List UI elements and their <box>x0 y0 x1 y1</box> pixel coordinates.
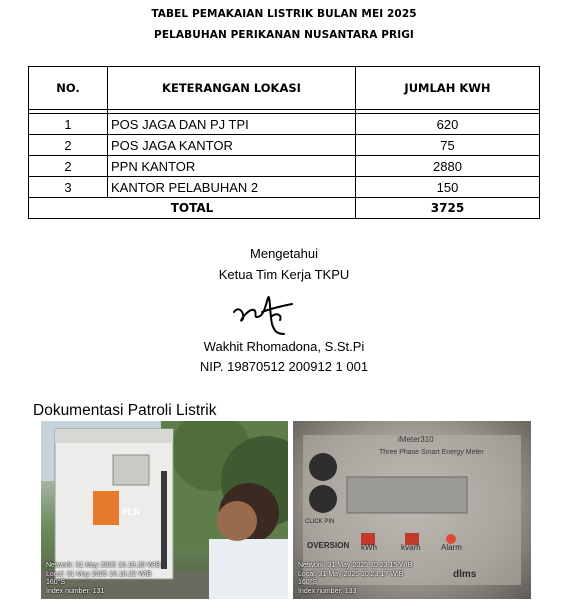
report-title: TABEL PEMAKAIAN LISTRIK BULAN MEI 2025 <box>151 8 417 20</box>
table-row <box>29 135 540 156</box>
report-subtitle: PELABUHAN PERIKANAN NUSANTARA PRIGI <box>154 29 414 41</box>
table-row <box>29 114 540 135</box>
alarm-indicator-label: Alarm <box>441 543 462 552</box>
stamp-heading: 160°S <box>298 579 318 586</box>
handwritten-signature <box>228 290 298 338</box>
documentation-title: Dokumentasi Patroli Listrik <box>33 402 217 419</box>
row-location: POS JAGA KANTOR <box>108 135 356 156</box>
stamp-local-time: Local: 31 May 2025 10.23.17 WIB <box>298 570 404 578</box>
row-no: 2 <box>29 135 108 156</box>
table-header-row <box>29 67 540 110</box>
stamp-heading: 160°S <box>46 579 66 586</box>
stamp-network-time: Network: 31 May 2025 10.23.15 WIB <box>298 562 413 569</box>
photo-timestamp <box>298 562 412 596</box>
click-pin-label: CLICK PIN <box>305 519 335 525</box>
dlms-logo: dlms <box>453 569 477 580</box>
signer-nip: NIP. 19870512 200912 1 001 <box>199 359 369 374</box>
stamp-local-time: Local: 31 May 2025 10.18.22 WIB <box>46 570 152 578</box>
col-header-kwh: JUMLAH KWH <box>356 67 540 110</box>
total-row <box>29 198 540 219</box>
row-no: 1 <box>29 114 108 135</box>
row-kwh: 620 <box>356 114 540 135</box>
col-header-location: KETERANGAN LOKASI <box>108 67 356 110</box>
usage-table <box>28 66 540 219</box>
stamp-network-time: Network: 31 May 2025 10.18.20 WIB <box>46 562 161 569</box>
meter-desc-label: Three Phase Smart Energy Meter <box>379 449 484 456</box>
table-row <box>29 177 540 198</box>
pln-label: PLN <box>122 507 140 517</box>
stamp-index: Index number: 131 <box>46 587 105 595</box>
photo-energy-meter <box>293 421 531 599</box>
kwh-indicator-label: kWh <box>361 543 377 552</box>
total-value: 3725 <box>356 198 540 219</box>
row-kwh: 150 <box>356 177 540 198</box>
row-kwh: 2880 <box>356 156 540 177</box>
row-no: 2 <box>29 156 108 177</box>
meter-model-label: iMeter310 <box>398 435 434 444</box>
row-kwh: 75 <box>356 135 540 156</box>
signer-name: Wakhit Rhomadona, S.St.Pi <box>203 339 365 354</box>
approval-label: Mengetahui <box>250 246 318 261</box>
row-no: 3 <box>29 177 108 198</box>
kvarh-indicator-label: kvarh <box>401 543 421 552</box>
table-row <box>29 156 540 177</box>
row-location: PPN KANTOR <box>108 156 356 177</box>
photo-pln-panel <box>41 421 288 599</box>
row-location: KANTOR PELABUHAN 2 <box>108 177 356 198</box>
row-location: POS JAGA DAN PJ TPI <box>108 114 356 135</box>
photo-timestamp <box>46 562 160 596</box>
col-header-no: NO. <box>29 67 108 110</box>
total-label: TOTAL <box>29 198 356 219</box>
meter-brand-label: OVERSION <box>307 541 350 550</box>
stamp-index: Index number: 133 <box>298 587 357 595</box>
signer-position: Ketua Tim Kerja TKPU <box>218 267 350 282</box>
